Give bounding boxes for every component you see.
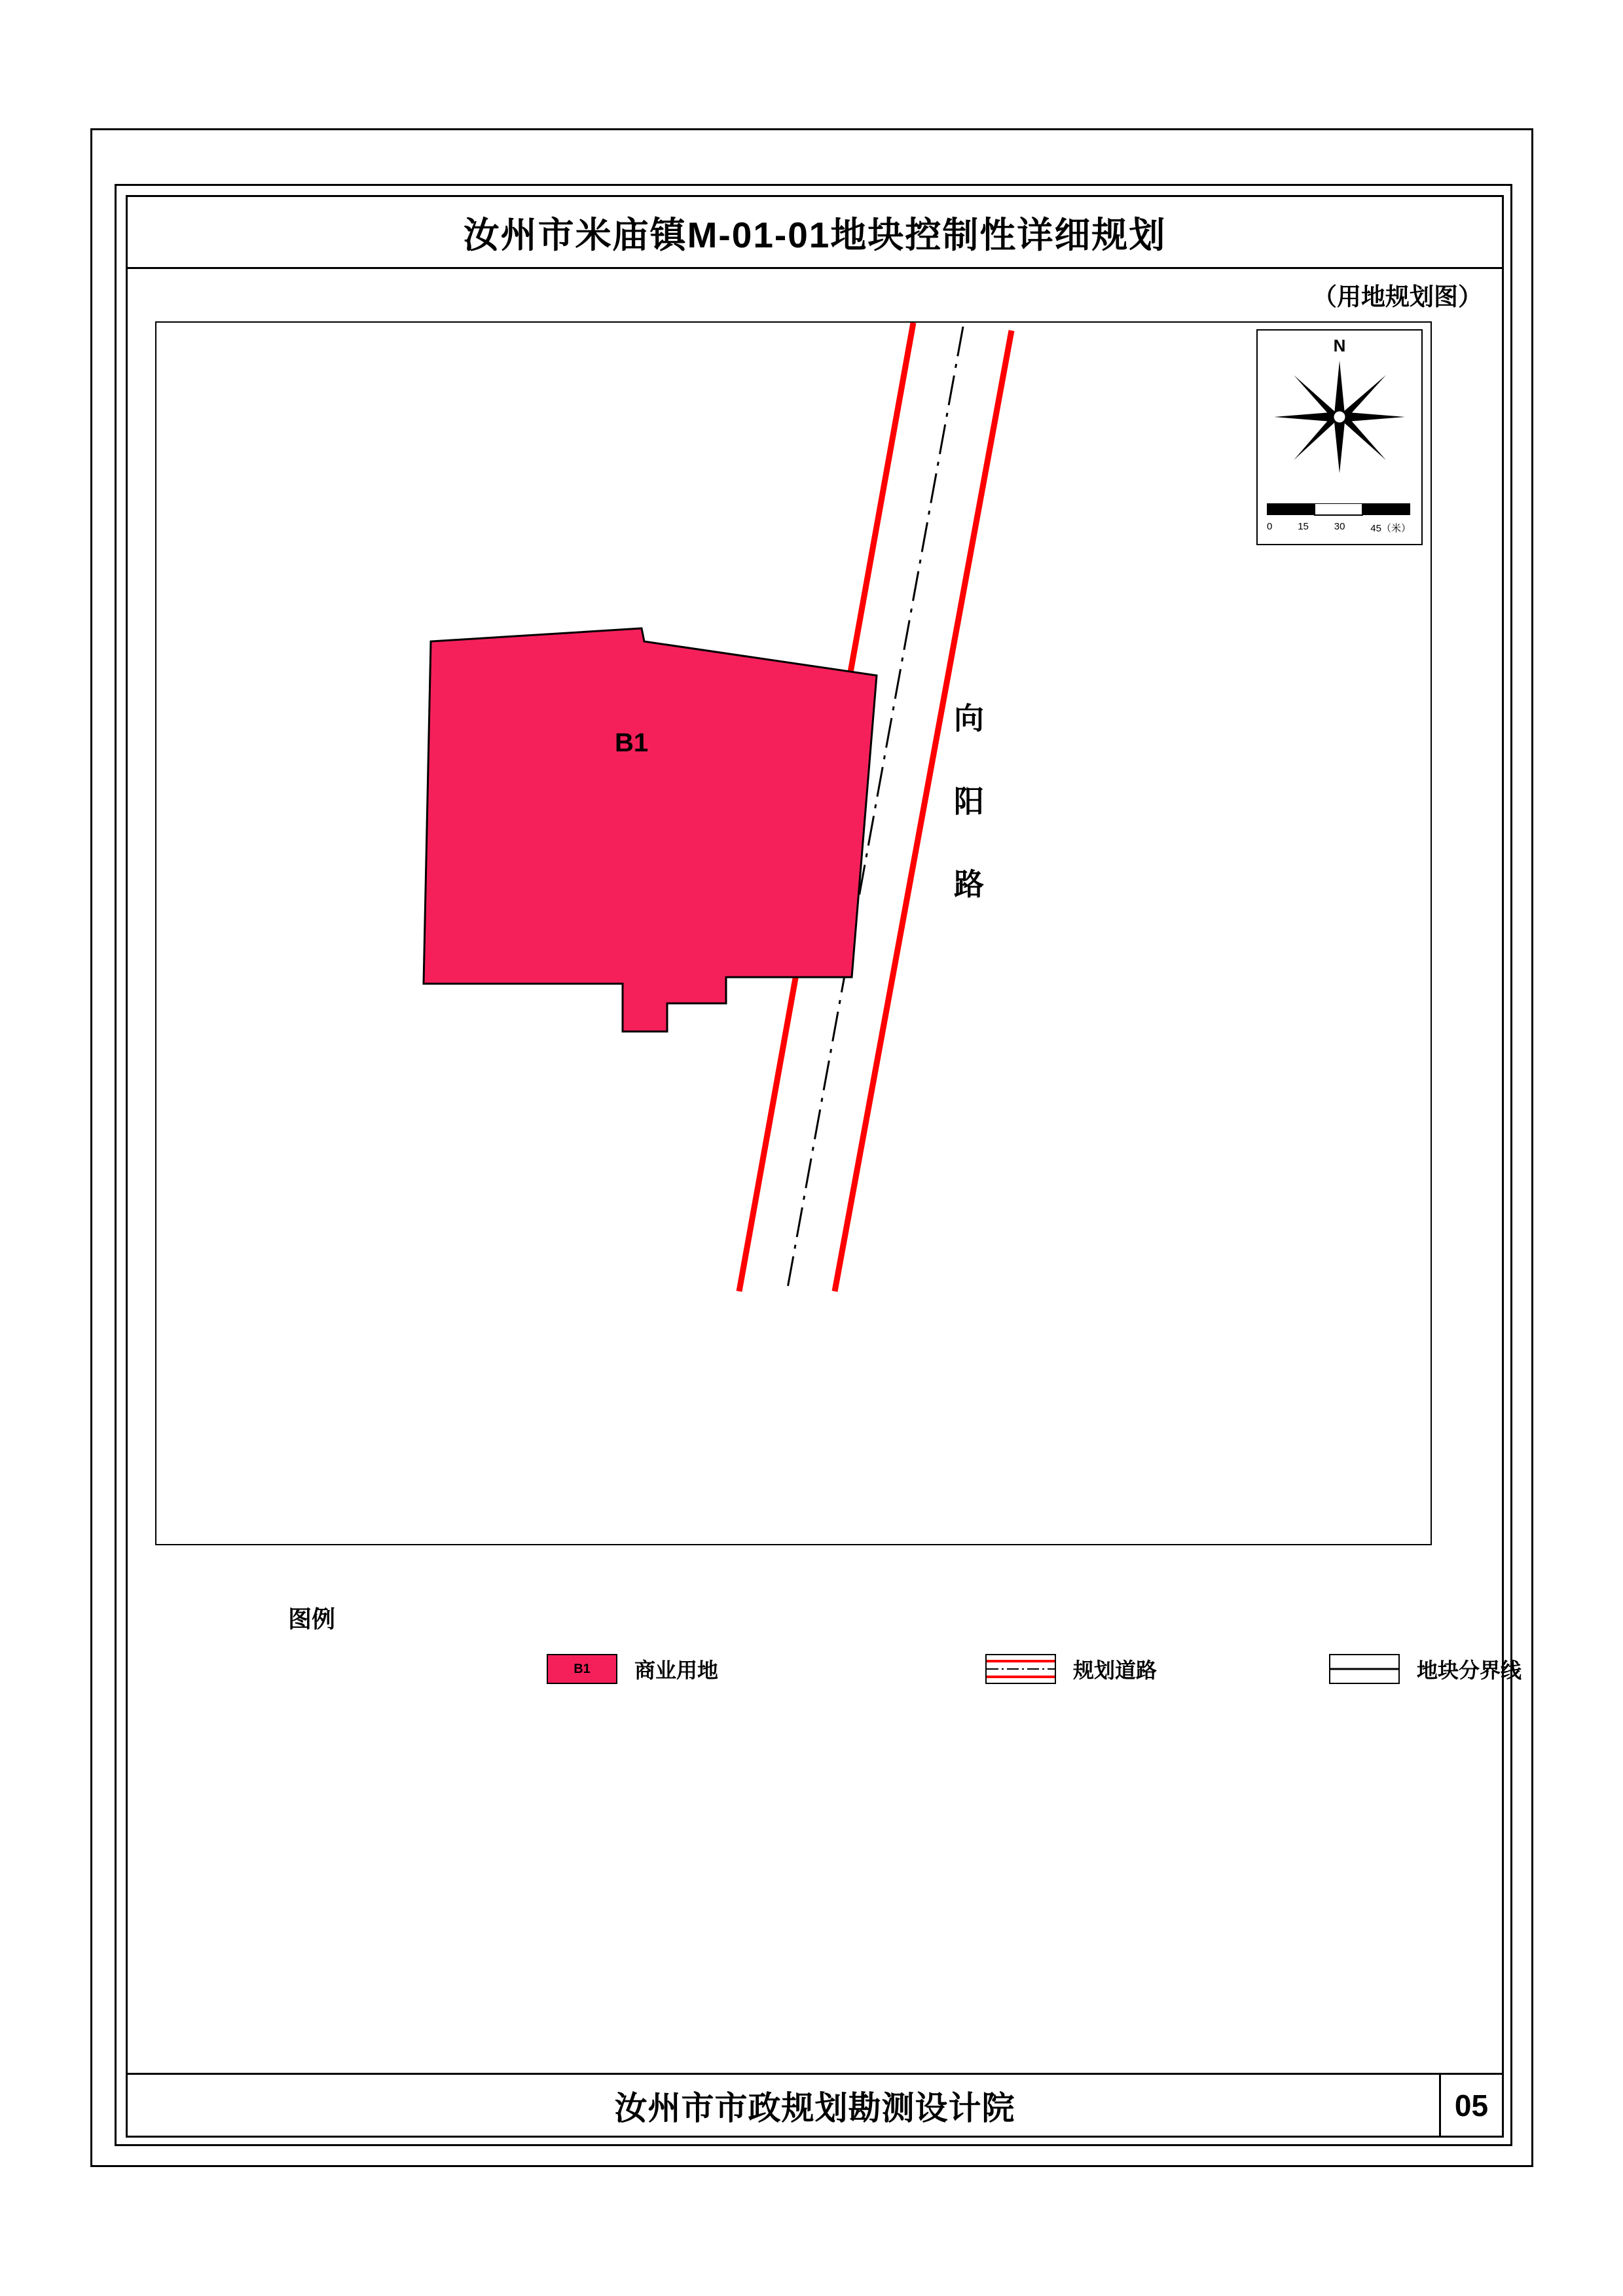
scale-tick-1: 15 — [1298, 521, 1309, 532]
legend-item-commercial[interactable] — [547, 1654, 718, 1684]
legend-label-boundary: 地块分界线 — [1417, 1659, 1522, 1682]
legend-label-road: 规划道路 — [1073, 1659, 1158, 1682]
title-bar — [128, 197, 1502, 269]
drawing-subtitle: （用地规划图） — [1313, 283, 1482, 310]
footer-organization: 汝州市市政规划勘测设计院 — [614, 2089, 1015, 2126]
drawing-sheet-content-border — [126, 195, 1522, 2138]
scale-tick-0: 0 — [1267, 521, 1273, 532]
north-arrow-and-scale-box — [1256, 329, 1423, 545]
road-swatch — [985, 1654, 1056, 1684]
scale-tick-2: 30 — [1334, 521, 1345, 532]
legend — [288, 1601, 1522, 1689]
parcel-b1-polygon — [424, 628, 877, 1031]
boundary-swatch — [1329, 1654, 1400, 1684]
north-label: N — [1333, 336, 1346, 355]
parcel-label-b1: B1 — [615, 728, 649, 757]
legend-item-boundary[interactable] — [1329, 1654, 1522, 1684]
page-number: 05 — [1439, 2075, 1502, 2136]
drawing-sheet-inner-border — [115, 184, 1522, 2146]
map-canvas[interactable] — [155, 321, 1432, 1545]
commercial-swatch-code: B1 — [574, 1661, 591, 1676]
legend-item-road[interactable] — [985, 1654, 1157, 1684]
footer-bar — [128, 2073, 1502, 2136]
legend-label-commercial: 商业用地 — [634, 1659, 719, 1682]
commercial-swatch — [547, 1654, 617, 1684]
drawing-sheet-outer-border — [90, 128, 1533, 2167]
compass-rose-icon — [1258, 349, 1421, 486]
road-name-label: 向 阳 路 — [950, 702, 984, 921]
page-title: 汝州市米庙镇M-01-01地块控制性详细规划 — [463, 215, 1167, 255]
legend-title: 图例 — [288, 1605, 336, 1632]
legend-row — [288, 1654, 1522, 1689]
scale-bar — [1267, 503, 1411, 535]
scale-tick-3: 45（米） — [1370, 523, 1411, 534]
